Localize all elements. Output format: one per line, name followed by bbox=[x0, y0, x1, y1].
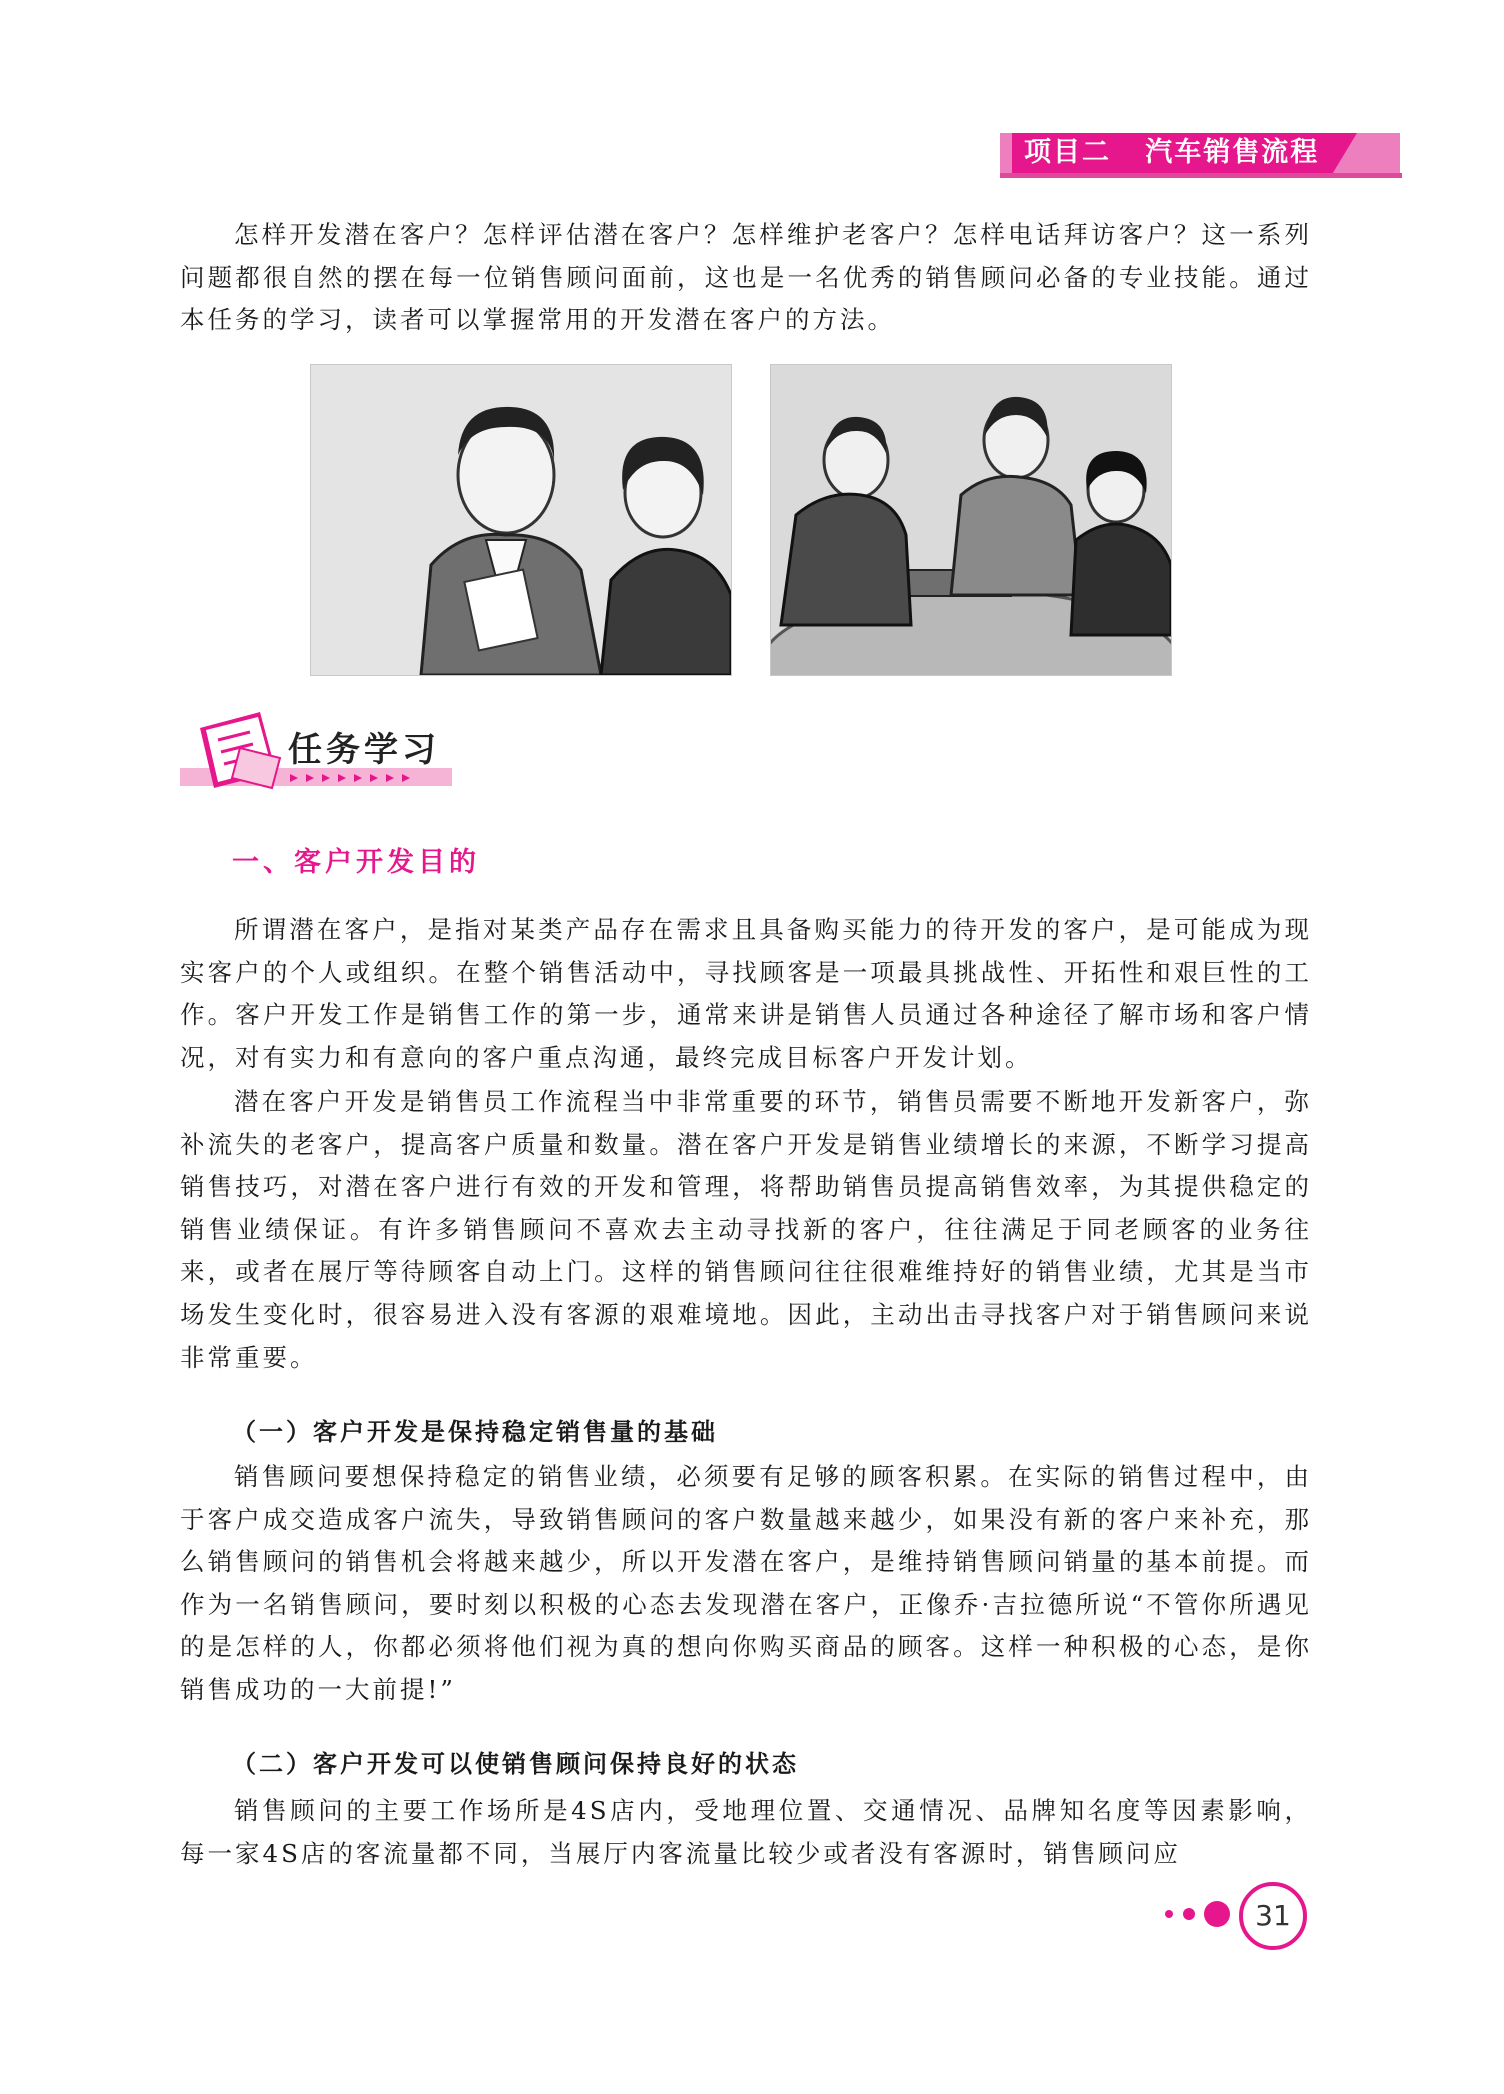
subheading-1: （一）客户开发是保持稳定销售量的基础 bbox=[232, 1418, 718, 1446]
section-heading: 一、客户开发目的 bbox=[232, 847, 480, 878]
meeting-illustration bbox=[771, 365, 1171, 675]
badge-title: 任务学习 bbox=[288, 730, 440, 770]
intro-paragraph: 怎样开发潜在客户？怎样评估潜在客户？怎样维护老客户？怎样电话拜访客户？这一系列问题都很自然的摆在每一位销售顾问面前，这也是一名优秀的销售顾问必备的专业技能。通过本任务的学习，读者可以掌握常用的开发潜在客户的方法。 bbox=[180, 220, 1312, 335]
running-header: 项目二 汽车销售流程 bbox=[1024, 137, 1320, 168]
figure-left-consultation bbox=[310, 364, 732, 676]
dots-decoration-icon bbox=[1155, 1880, 1245, 1948]
page-number-ornament bbox=[1155, 1880, 1325, 1948]
section-paragraph-1: 所谓潜在客户，是指对某类产品存在需求且具备购买能力的待开发的客户，是可能成为现实客户的个人或组织。在整个销售活动中，寻找顾客是一项最具挑战性、开拓性和艰巨性的工作。客户开发工作是销售工作的第一步，通常来讲是销售人员通过各种途径了解市场和客户情况，对有实力和有意向的客户重点沟通，最终完成目标客户开发计划。 bbox=[180, 915, 1312, 1072]
section-paragraph-2: 潜在客户开发是销售员工作流程当中非常重要的环节，销售员需要不断地开发新客户，弥补流失的老客户，提高客户质量和数量。潜在客户开发是销售业绩增长的来源，不断学习提高销售技巧，对潜在客户进行有效的开发和管理，将帮助销售员提高销售效率，为其提供稳定的销售业绩保证。有许多销售顾问不喜欢去主动寻找新的客户，往往满足于同老顾客的业务往来，或者在展厅等待顾客自动上门。这样的销售顾问往往很难维持好的销售业绩，尤其是当市场发生变化时，很容易进入没有客源的艰难境地。因此，主动出击寻找客户对于销售顾问来说非常重要。 bbox=[180, 1087, 1312, 1372]
figure-right-meeting bbox=[770, 364, 1172, 676]
consultation-illustration bbox=[311, 365, 731, 675]
subheading-2: （二）客户开发可以使销售顾问保持良好的状态 bbox=[232, 1750, 799, 1778]
task-learning-badge bbox=[180, 708, 452, 794]
subsection-2-paragraph: 销售顾问的主要工作场所是4S店内，受地理位置、交通情况、品牌知名度等因素影响，每一家4S店的客流量都不同，当展厅内客流量比较少或者没有客源时，销售顾问应 bbox=[180, 1796, 1312, 1868]
subsection-1-paragraph: 销售顾问要想保持稳定的销售业绩，必须要有足够的顾客积累。在实际的销售过程中，由于客户成交造成客户流失，导致销售顾问的客户数量越来越少，如果没有新的客户来补充，那么销售顾问的销售机会将越来越少，所以开发潜在客户，是维持销售顾问销量的基本前提。而作为一名销售顾问，要时刻以积极的心态去发现潜在客户，正像乔·吉拉德所说“不管你所遇见的是怎样的人，你都必须将他们视为真的想向你购买商品的顾客。这样一种积极的心态，是你销售成功的一大前提!” bbox=[180, 1462, 1312, 1704]
page-number: 31 bbox=[1255, 1899, 1291, 1932]
header-rule bbox=[1000, 173, 1402, 178]
